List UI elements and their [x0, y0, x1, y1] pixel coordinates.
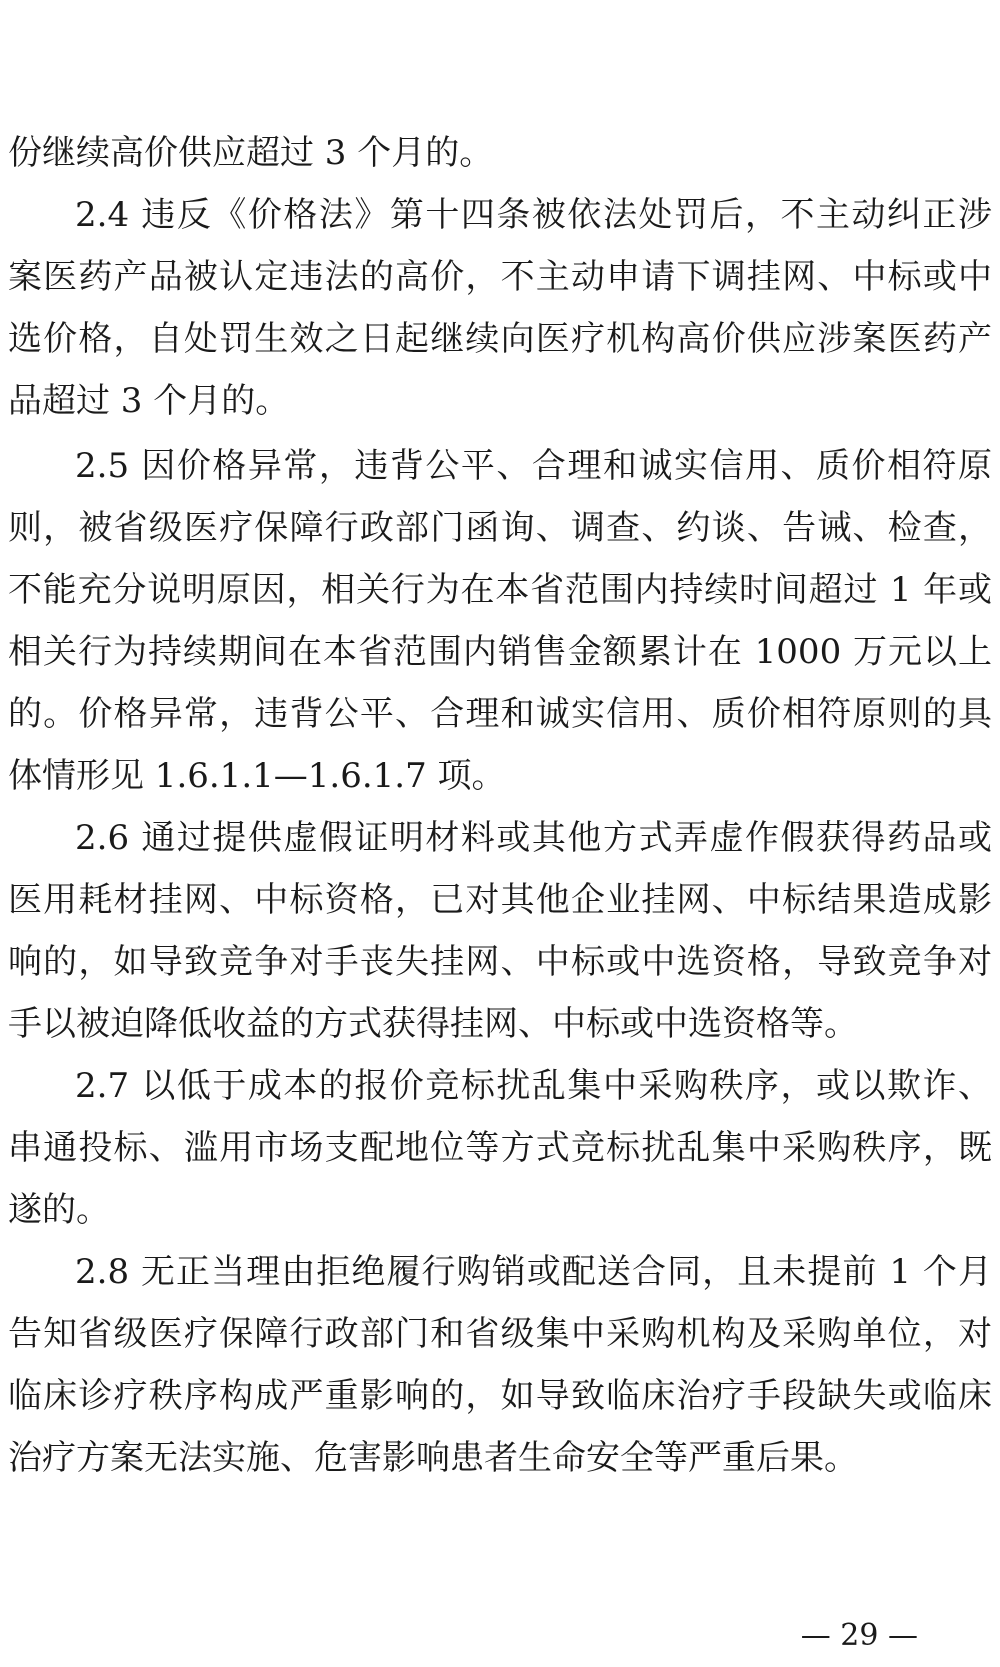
text-line: 案医药产品被认定违法的高价，不主动申请下调挂网、中标或中 — [8, 257, 992, 297]
text-line: 响的，如导致竞争对手丧失挂网、中标或中选资格，导致竞争对 — [8, 942, 992, 982]
text-line: 2.8 无正当理由拒绝履行购销或配送合同，且未提前 1 个月 — [75, 1252, 992, 1292]
text-line: 治疗方案无法实施、危害影响患者生命安全等严重后果。 — [8, 1438, 858, 1478]
text-line: 2.5 因价格异常，违背公平、合理和诚实信用、质价相符原 — [75, 446, 992, 486]
text-line: 不能充分说明原因，相关行为在本省范围内持续时间超过 1 年或 — [8, 570, 992, 610]
text-line: 临床诊疗秩序构成严重影响的，如导致临床治疗手段缺失或临床 — [8, 1376, 992, 1416]
text-line: 手以被迫降低收益的方式获得挂网、中标或中选资格等。 — [8, 1004, 858, 1044]
text-line: 串通投标、滥用市场支配地位等方式竞标扰乱集中采购秩序，既 — [8, 1128, 992, 1168]
text-line: 则，被省级医疗保障行政部门函询、调查、约谈、告诫、检查， — [8, 508, 992, 548]
text-line: 医用耗材挂网、中标资格，已对其他企业挂网、中标结果造成影 — [8, 880, 992, 920]
text-line: 的。价格异常，违背公平、合理和诚实信用、质价相符原则的具 — [8, 694, 992, 734]
page-number: — 29 — — [800, 1618, 918, 1653]
text-line: 相关行为持续期间在本省范围内销售金额累计在 1000 万元以上 — [8, 632, 992, 672]
text-line: 份继续高价供应超过 3 个月的。 — [8, 133, 494, 173]
text-line: 2.6 通过提供虚假证明材料或其他方式弄虚作假获得药品或 — [75, 818, 992, 858]
text-line: 告知省级医疗保障行政部门和省级集中采购机构及采购单位，对 — [8, 1314, 992, 1354]
text-line: 品超过 3 个月的。 — [8, 381, 290, 421]
text-line: 遂的。 — [8, 1190, 110, 1230]
text-line: 体情形见 1.6.1.1—1.6.1.7 项。 — [8, 756, 506, 796]
text-line: 选价格，自处罚生效之日起继续向医疗机构高价供应涉案医药产 — [8, 319, 992, 359]
text-line: 2.7 以低于成本的报价竞标扰乱集中采购秩序，或以欺诈、 — [75, 1066, 992, 1106]
text-line: 2.4 违反《价格法》第十四条被依法处罚后，不主动纠正涉 — [75, 195, 992, 235]
